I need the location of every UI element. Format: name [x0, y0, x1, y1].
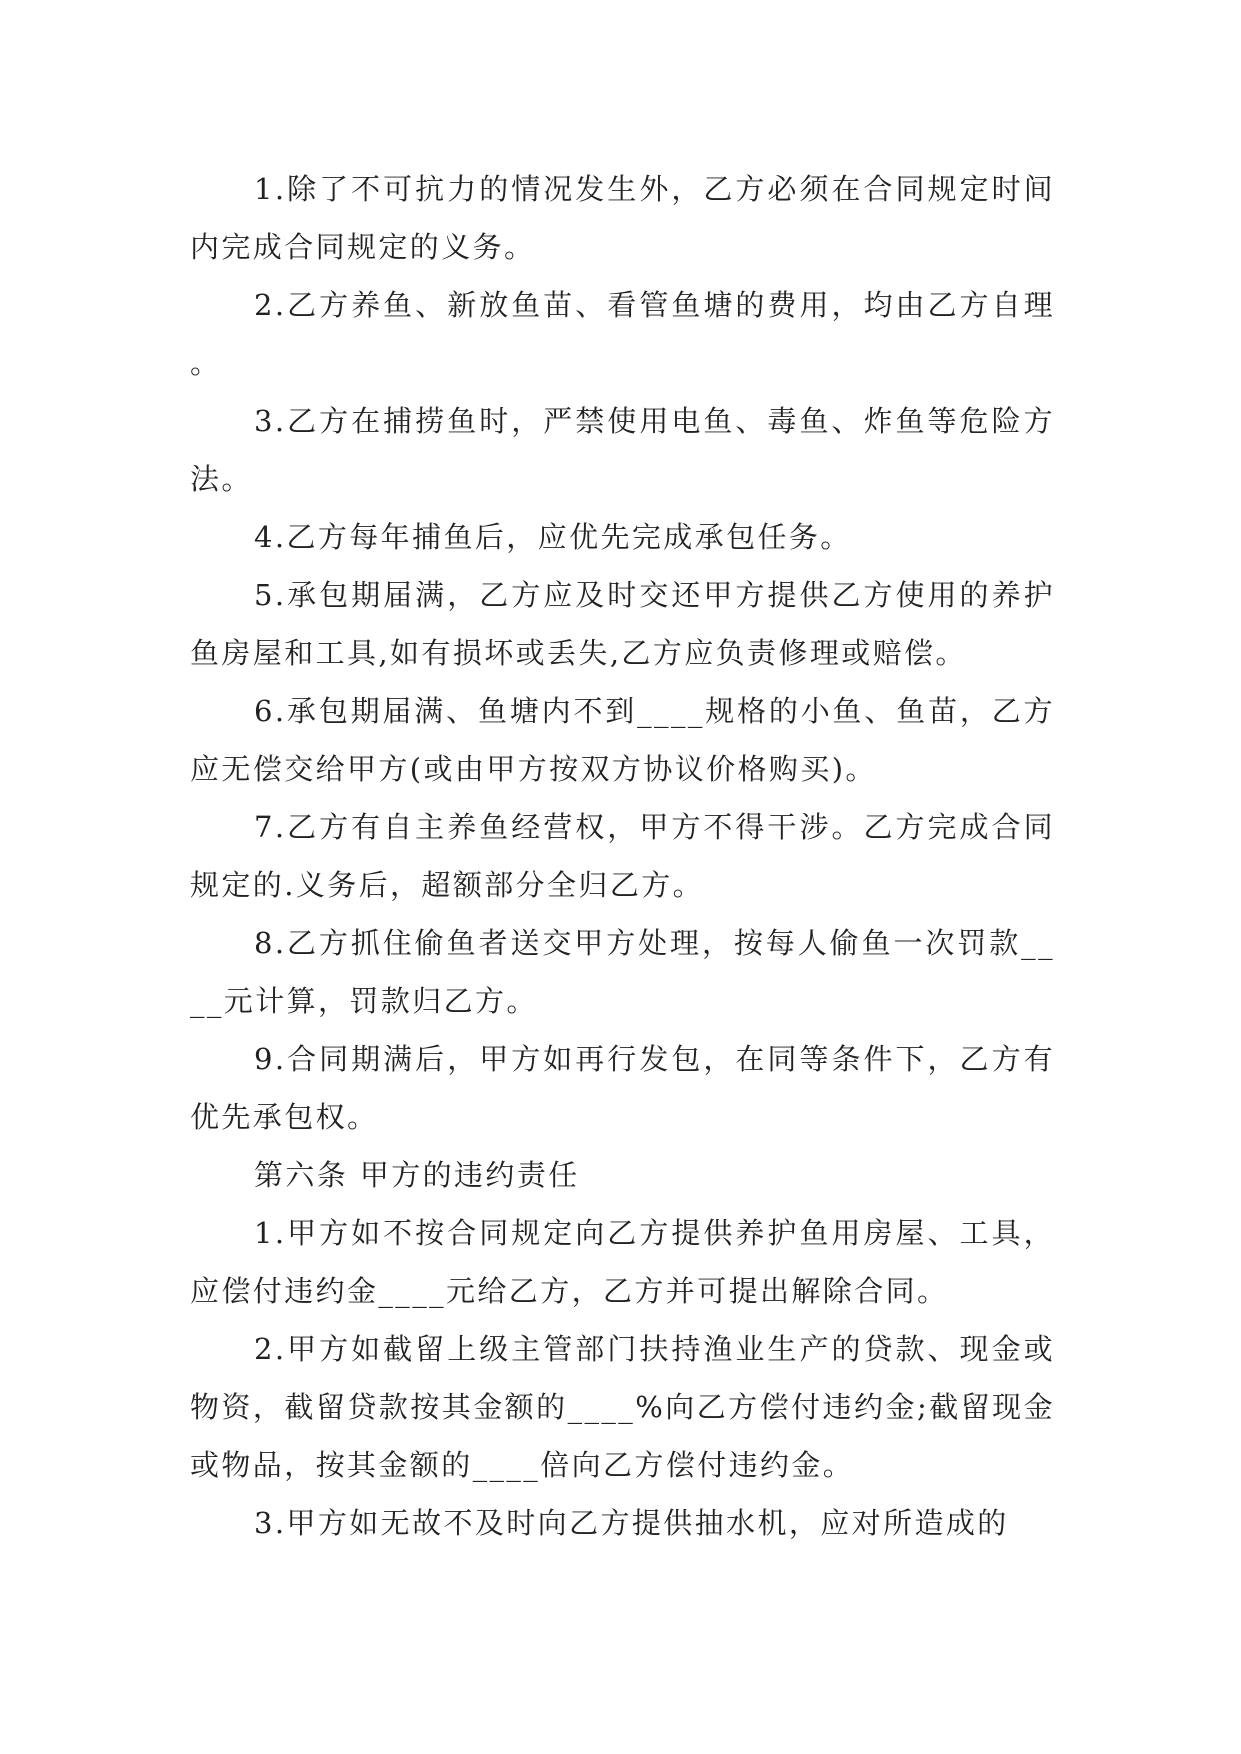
document-body [190, 160, 1055, 1552]
paragraph-7: 7.乙方有自主养鱼经营权，甲方不得干涉。乙方完成合同规定的.义务后，超额部分全归乙方。 [190, 810, 1055, 902]
paragraph-11: 2.甲方如截留上级主管部门扶持渔业生产的贷款、现金或物资，截留贷款按其金额的____%向乙方偿付违约金;截留现金或物品，按其金额的____倍向乙方偿付违约金。 [190, 1332, 1055, 1482]
paragraph-10: 1.甲方如不按合同规定向乙方提供养护鱼用房屋、工具，应偿付违约金____元给乙方，乙方并可提出解除合同。 [190, 1216, 1055, 1308]
paragraph-6: 6.承包期届满、鱼塘内不到____规格的小鱼、鱼苗，乙方应无偿交给甲方(或由甲方按双方协议价格购买)。 [190, 694, 1055, 786]
paragraph-3: 3.乙方在捕捞鱼时，严禁使用电鱼、毒鱼、炸鱼等危险方法。 [190, 404, 1055, 496]
paragraph-12: 3.甲方如无故不及时向乙方提供抽水机，应对所造成的 [254, 1506, 1009, 1540]
paragraph-8: 8.乙方抓住偷鱼者送交甲方处理，按每人偷鱼一次罚款____元计算，罚款归乙方。 [190, 926, 1055, 1018]
section-heading: 第六条 甲方的违约责任 [254, 1158, 580, 1192]
paragraph-4: 4.乙方每年捕鱼后，应优先完成承包任务。 [254, 520, 852, 554]
paragraph-9: 9.合同期满后，甲方如再行发包，在同等条件下，乙方有优先承包权。 [190, 1042, 1055, 1134]
paragraph-2: 2.乙方养鱼、新放鱼苗、看管鱼塘的费用，均由乙方自理。 [190, 288, 1055, 380]
paragraph-5: 5.承包期届满，乙方应及时交还甲方提供乙方使用的养护鱼房屋和工具,如有损坏或丢失,乙方应负责修理或赔偿。 [190, 578, 1055, 670]
paragraph-1: 1.除了不可抗力的情况发生外，乙方必须在合同规定时间内完成合同规定的义务。 [190, 172, 1055, 264]
